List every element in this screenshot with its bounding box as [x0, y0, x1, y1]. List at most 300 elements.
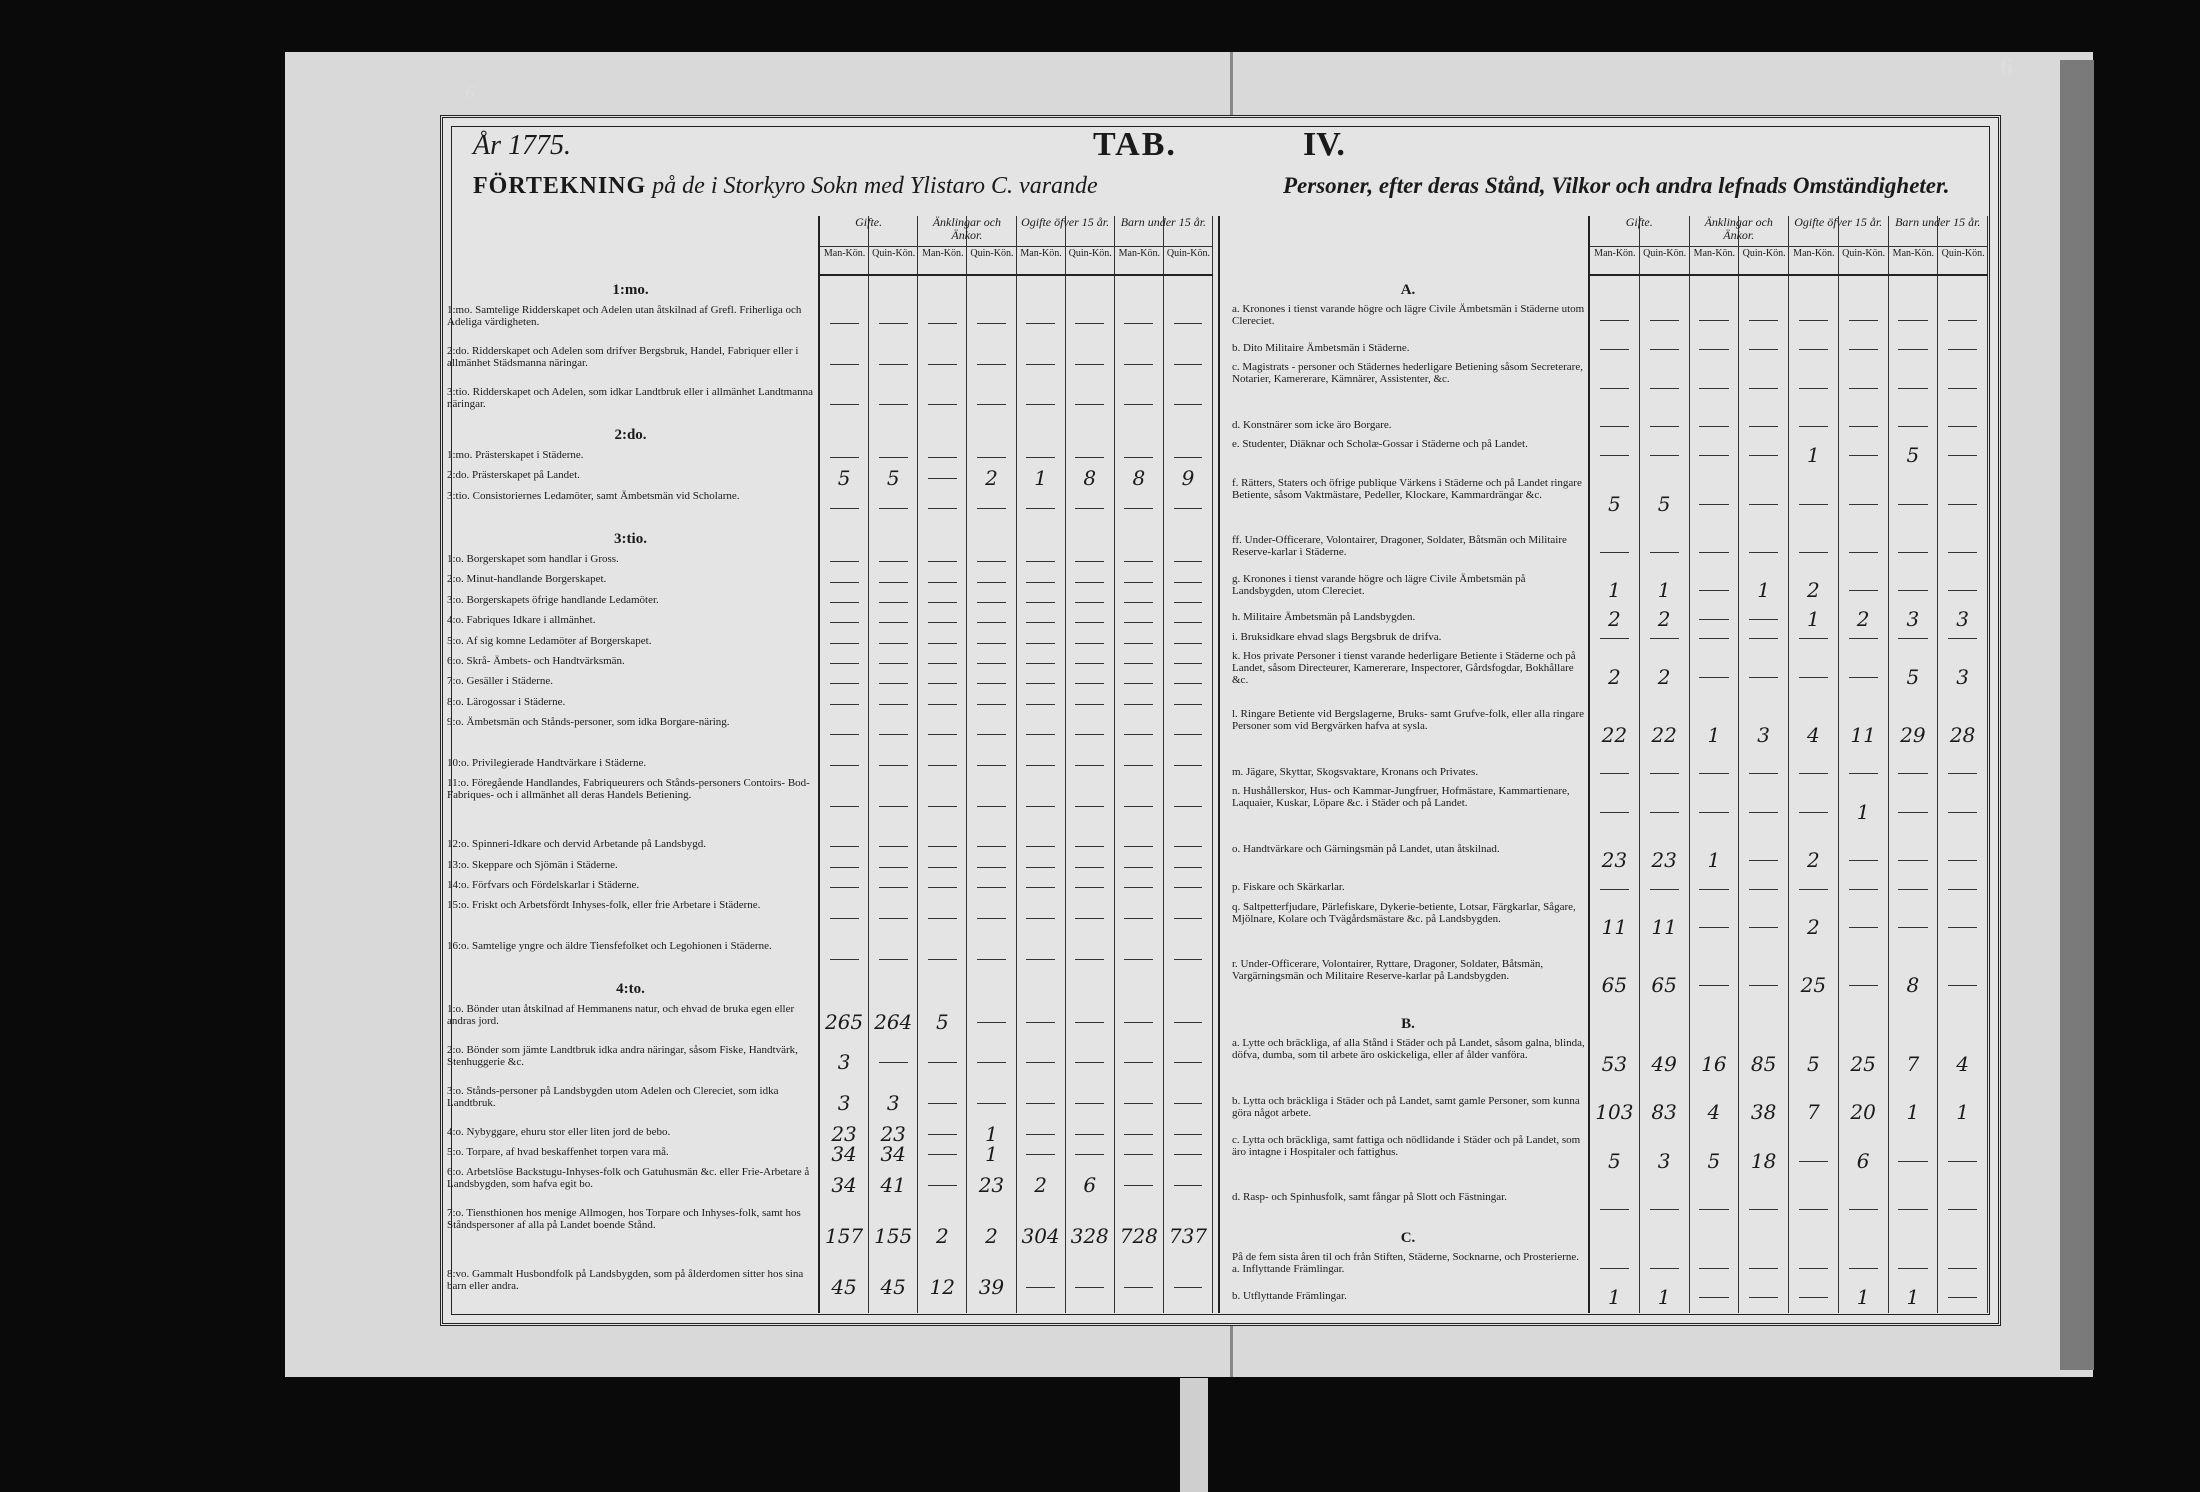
- data-cell: 29: [1900, 722, 1926, 747]
- empty-dash: [1699, 927, 1728, 928]
- empty-dash: [1699, 619, 1728, 620]
- empty-dash: [928, 582, 957, 583]
- row-label: m. Jägare, Skyttar, Skogsvaktare, Kronans och Privates.: [1232, 765, 1479, 778]
- empty-dash: [1174, 1022, 1203, 1023]
- empty-dash: [1174, 918, 1203, 919]
- empty-dash: [830, 765, 859, 766]
- empty-dash: [1124, 887, 1153, 888]
- empty-dash: [1026, 1022, 1055, 1023]
- empty-dash: [830, 364, 859, 365]
- empty-dash: [1849, 889, 1878, 890]
- empty-dash: [977, 1062, 1006, 1063]
- data-cell: 7: [1906, 1052, 1920, 1077]
- data-cell: 1: [1608, 1285, 1621, 1310]
- row-label: 3:o. Borgerskapets öfrige handlande Ledamöter.: [447, 593, 659, 606]
- empty-dash: [928, 457, 957, 458]
- row-label: 4:o. Nybyggare, ehuru stor eller liten jord de bebo.: [447, 1125, 671, 1138]
- empty-dash: [1075, 643, 1104, 644]
- data-cell: 5: [1807, 1052, 1820, 1077]
- data-cell: 2: [1608, 664, 1621, 689]
- data-cell: 53: [1601, 1052, 1628, 1077]
- row-label: q. Saltpetterfjudare, Pärlefiskare, Dykerie-betiente, Lotsar, Färgkarlar, Sågare, Mjölnare, Kolare och Tvägårdsmästare &c. på Landsbygden.: [1232, 900, 1576, 925]
- column-sub-header: Man-Kön.: [1892, 248, 1935, 259]
- empty-dash: [1948, 638, 1977, 639]
- empty-dash: [1799, 1209, 1828, 1210]
- empty-dash: [879, 959, 908, 960]
- empty-dash: [1849, 590, 1878, 591]
- empty-dash: [1075, 508, 1104, 509]
- empty-dash: [1124, 643, 1153, 644]
- empty-dash: [1799, 426, 1828, 427]
- column-group-header: Ogifte öfver 15 år.: [1789, 216, 1889, 247]
- empty-dash: [1174, 561, 1203, 562]
- empty-dash: [1075, 663, 1104, 664]
- empty-dash: [1026, 1154, 1055, 1155]
- empty-dash: [1026, 734, 1055, 735]
- empty-dash: [1948, 889, 1977, 890]
- empty-dash: [879, 323, 908, 324]
- empty-dash: [1849, 985, 1878, 986]
- empty-dash: [1026, 959, 1055, 960]
- empty-dash: [1124, 582, 1153, 583]
- empty-dash: [1124, 457, 1153, 458]
- data-cell: 45: [880, 1274, 906, 1299]
- empty-dash: [928, 959, 957, 960]
- row-label: På de fem sista åren til och från Stiften, Städerne, Socknarne, och Prosterierne. a. Inflyttande Främlingar.: [1232, 1251, 1579, 1276]
- empty-dash: [977, 846, 1006, 847]
- empty-dash: [1699, 320, 1728, 321]
- empty-dash: [977, 887, 1006, 888]
- left-data-grid: [818, 216, 1213, 1313]
- data-cell: 25: [1800, 973, 1827, 998]
- empty-dash: [830, 622, 859, 623]
- data-cell: 2: [1807, 915, 1820, 940]
- data-cell: 1: [1657, 1285, 1671, 1310]
- empty-dash: [1075, 734, 1104, 735]
- empty-dash: [1898, 773, 1927, 774]
- empty-dash: [1799, 1297, 1828, 1298]
- empty-dash: [1174, 704, 1203, 705]
- column-sub-header: Man-Kön.: [1118, 248, 1160, 259]
- row-label: 8:o. Lärogossar i Städerne.: [447, 695, 566, 708]
- empty-dash: [830, 323, 859, 324]
- section-heading: B.: [1401, 1015, 1415, 1032]
- empty-dash: [1124, 1185, 1153, 1186]
- data-cell: 65: [1601, 973, 1628, 998]
- empty-dash: [1650, 426, 1679, 427]
- empty-dash: [928, 663, 957, 664]
- data-cell: 23: [1651, 847, 1677, 872]
- empty-dash: [1849, 773, 1878, 774]
- empty-dash: [1026, 622, 1055, 623]
- empty-dash: [928, 867, 957, 868]
- empty-dash: [1075, 582, 1104, 583]
- empty-dash: [1749, 1209, 1778, 1210]
- empty-dash: [1075, 1103, 1104, 1104]
- data-cell: 265: [824, 1009, 864, 1034]
- empty-dash: [1124, 1287, 1153, 1288]
- empty-dash: [1749, 388, 1778, 389]
- empty-dash: [1650, 1268, 1679, 1269]
- empty-dash: [1650, 889, 1679, 890]
- empty-dash: [1948, 388, 1977, 389]
- section-heading: 4:to.: [616, 981, 645, 998]
- empty-dash: [928, 683, 957, 684]
- empty-dash: [1124, 663, 1153, 664]
- empty-dash: [1174, 663, 1203, 664]
- empty-dash: [1075, 364, 1104, 365]
- row-label: o. Handtvärkare och Gärningsmän på Landet, utan åtskilnad.: [1232, 842, 1500, 855]
- data-cell: 1: [1807, 443, 1820, 468]
- empty-dash: [879, 643, 908, 644]
- empty-dash: [1600, 426, 1629, 427]
- data-cell: 25: [1850, 1052, 1876, 1077]
- data-cell: 11: [1601, 915, 1628, 940]
- empty-dash: [1124, 959, 1153, 960]
- empty-dash: [1174, 457, 1203, 458]
- empty-dash: [1174, 643, 1203, 644]
- row-label: 4:o. Fabriques Idkare i allmänhet.: [447, 614, 596, 627]
- row-label: r. Under-Officerare, Volontairer, Ryttare, Dragoner, Soldater, Båtsmän, Vargärningsmän och Militaire Reserve-karlar på Landsbygden.: [1232, 958, 1544, 983]
- empty-dash: [977, 364, 1006, 365]
- empty-dash: [1650, 320, 1679, 321]
- empty-dash: [1026, 323, 1055, 324]
- empty-dash: [977, 959, 1006, 960]
- empty-dash: [879, 663, 908, 664]
- empty-dash: [1124, 561, 1153, 562]
- empty-dash: [1898, 1268, 1927, 1269]
- empty-dash: [1898, 638, 1927, 639]
- column-sub-header: Quin-Kön.: [1941, 248, 1985, 259]
- empty-dash: [1174, 508, 1203, 509]
- empty-dash: [1849, 552, 1878, 553]
- empty-dash: [1600, 638, 1629, 639]
- row-label: 2:o. Bönder som jämte Landtbruk idka andra näringar, såsom Fiske, Handtvärk, Stenhuggerie &c.: [447, 1044, 798, 1069]
- data-column: [1889, 216, 1939, 1313]
- data-cell: 11: [1651, 915, 1677, 940]
- empty-dash: [830, 734, 859, 735]
- empty-dash: [1898, 552, 1927, 553]
- empty-dash: [1948, 426, 1977, 427]
- empty-dash: [1799, 773, 1828, 774]
- column-sub-header: Quin-Kön.: [1742, 248, 1786, 259]
- empty-dash: [1699, 1209, 1728, 1210]
- empty-dash: [1124, 602, 1153, 603]
- empty-dash: [1174, 1062, 1203, 1063]
- empty-dash: [1948, 590, 1977, 591]
- empty-dash: [1075, 602, 1104, 603]
- empty-dash: [1600, 552, 1629, 553]
- empty-dash: [1075, 704, 1104, 705]
- data-cell: 83: [1651, 1100, 1677, 1125]
- column-sub-header: Quin-Kön.: [970, 248, 1014, 259]
- data-cell: 2: [985, 465, 998, 490]
- empty-dash: [1174, 846, 1203, 847]
- data-cell: 3: [1757, 722, 1770, 747]
- empty-dash: [1849, 638, 1878, 639]
- data-cell: 34: [831, 1142, 857, 1167]
- empty-dash: [928, 622, 957, 623]
- empty-dash: [1948, 927, 1977, 928]
- empty-dash: [1026, 643, 1055, 644]
- empty-dash: [1849, 426, 1878, 427]
- empty-dash: [1026, 602, 1055, 603]
- data-cell: 38: [1750, 1100, 1777, 1125]
- empty-dash: [1948, 504, 1977, 505]
- empty-dash: [1699, 1297, 1728, 1298]
- empty-dash: [1174, 1185, 1203, 1186]
- empty-dash: [830, 683, 859, 684]
- empty-dash: [1799, 677, 1828, 678]
- empty-dash: [1799, 388, 1828, 389]
- empty-dash: [1749, 552, 1778, 553]
- empty-dash: [1948, 812, 1977, 813]
- empty-dash: [977, 622, 1006, 623]
- empty-dash: [977, 734, 1006, 735]
- empty-dash: [928, 404, 957, 405]
- empty-dash: [1699, 590, 1728, 591]
- empty-dash: [879, 704, 908, 705]
- right-page-number: 6: [2000, 52, 2013, 81]
- row-label: 6:o. Arbetslöse Backstugu-Inhyses-folk och Gatuhusmän &c. eller Frie-Arbetare å Landsbygden, som hafva egit bo.: [447, 1166, 810, 1191]
- empty-dash: [1600, 889, 1629, 890]
- empty-dash: [1600, 773, 1629, 774]
- data-cell: 28: [1949, 722, 1976, 747]
- data-cell: 3: [1657, 1148, 1671, 1173]
- empty-dash: [1174, 887, 1203, 888]
- data-cell: 4: [1807, 722, 1820, 747]
- data-cell: 2: [1807, 578, 1820, 603]
- empty-dash: [1699, 349, 1728, 350]
- empty-dash: [1898, 927, 1927, 928]
- empty-dash: [1749, 638, 1778, 639]
- column-group-header: Barn under 15 år.: [1115, 216, 1213, 247]
- data-cell: 1: [1956, 1100, 1969, 1125]
- column-group-header: Barn under 15 år.: [1889, 216, 1989, 247]
- data-cell: 1: [1906, 1100, 1920, 1125]
- forteckning-rest: på de i Storkyro Sokn med Ylistaro C. varande: [652, 173, 1098, 199]
- empty-dash: [1799, 638, 1828, 639]
- data-cell: 1: [1034, 465, 1047, 490]
- empty-dash: [830, 806, 859, 807]
- empty-dash: [1948, 1268, 1977, 1269]
- empty-dash: [928, 1134, 957, 1135]
- data-cell: 34: [880, 1142, 906, 1167]
- empty-dash: [1124, 1103, 1153, 1104]
- data-cell: 49: [1651, 1052, 1677, 1077]
- empty-dash: [977, 1103, 1006, 1104]
- data-cell: 45: [831, 1274, 857, 1299]
- empty-dash: [977, 806, 1006, 807]
- data-cell: 1: [985, 1121, 998, 1146]
- data-column: [1789, 216, 1839, 1313]
- empty-dash: [928, 765, 957, 766]
- column-sub-header: Man-Kön.: [922, 248, 964, 259]
- empty-dash: [1849, 1268, 1878, 1269]
- empty-dash: [928, 364, 957, 365]
- row-label: i. Bruksidkare ehvad slags Bergsbruk de drifva.: [1232, 630, 1442, 643]
- data-cell: 5: [935, 1009, 949, 1034]
- section-heading: 1:mo.: [612, 282, 649, 299]
- data-cell: 4: [1956, 1052, 1969, 1077]
- empty-dash: [830, 602, 859, 603]
- row-label: 3:tio. Ridderskapet och Adelen, som idkar Landtbruk eller i allmänhet Landtmanna näringar.: [447, 385, 813, 410]
- empty-dash: [977, 508, 1006, 509]
- data-cell: 728: [1119, 1223, 1158, 1248]
- data-column: [1115, 216, 1164, 1313]
- data-cell: 5: [1707, 1148, 1721, 1173]
- empty-dash: [1026, 404, 1055, 405]
- empty-dash: [1699, 552, 1728, 553]
- empty-dash: [1124, 1062, 1153, 1063]
- empty-dash: [1699, 677, 1728, 678]
- empty-dash: [928, 1154, 957, 1155]
- row-label: ff. Under-Officerare, Volontairer, Dragoner, Soldater, Båtsmän och Militaire Reserve-karlar i Städerne.: [1232, 534, 1567, 559]
- empty-dash: [1799, 1268, 1828, 1269]
- empty-dash: [1898, 426, 1927, 427]
- empty-dash: [1600, 455, 1629, 456]
- empty-dash: [1075, 887, 1104, 888]
- data-column: [1739, 216, 1789, 1313]
- empty-dash: [1799, 552, 1828, 553]
- row-label: g. Kronones i tienst varande högre och lägre Civile Ämbetsmän på Landsbygden, utom Clereciet.: [1232, 572, 1526, 597]
- empty-dash: [1849, 504, 1878, 505]
- empty-dash: [879, 806, 908, 807]
- empty-dash: [1124, 1154, 1153, 1155]
- data-cell: 1: [1807, 607, 1820, 632]
- table-frame: [440, 115, 2001, 1326]
- left-table: [443, 216, 1213, 1313]
- column-group-header: Ogifte öfver 15 år.: [1017, 216, 1115, 247]
- empty-dash: [1124, 846, 1153, 847]
- data-cell: 3: [886, 1091, 900, 1116]
- data-cell: 103: [1595, 1100, 1634, 1125]
- data-cell: 8: [1083, 465, 1097, 490]
- empty-dash: [1699, 889, 1728, 890]
- empty-dash: [1075, 1062, 1104, 1063]
- empty-dash: [928, 323, 957, 324]
- empty-dash: [1124, 704, 1153, 705]
- empty-dash: [1124, 734, 1153, 735]
- empty-dash: [879, 765, 908, 766]
- empty-dash: [1749, 927, 1778, 928]
- empty-dash: [1026, 1134, 1055, 1135]
- empty-dash: [830, 704, 859, 705]
- row-label: b. Utflyttande Främlingar.: [1232, 1289, 1347, 1302]
- left-row-labels: [443, 216, 818, 1313]
- empty-dash: [1075, 918, 1104, 919]
- empty-dash: [879, 404, 908, 405]
- empty-dash: [1898, 504, 1927, 505]
- data-cell: 23: [880, 1121, 906, 1146]
- empty-dash: [1174, 323, 1203, 324]
- empty-dash: [1699, 388, 1728, 389]
- data-cell: 2: [1034, 1172, 1047, 1197]
- empty-dash: [1174, 622, 1203, 623]
- empty-dash: [1799, 320, 1828, 321]
- empty-dash: [977, 457, 1006, 458]
- left-page-number: 6: [465, 82, 475, 104]
- column-sub-header: Man-Kön.: [823, 248, 866, 259]
- row-label: 11:o. Föregående Handlandes, Fabriqueurers och Stånds-personers Contoirs- Bod-Fabriques- och i allmänhet all deras Handels Betiening.: [447, 777, 810, 802]
- empty-dash: [1749, 349, 1778, 350]
- row-label: 1:o. Bönder utan åtskilnad af Hemmanens natur, och ehvad de bruka egen eller andras jord.: [447, 1003, 795, 1028]
- empty-dash: [977, 582, 1006, 583]
- row-label: 3:o. Stånds-personer på Landsbygden utom Adelen och Clereciet, som idka Landtbruk.: [447, 1084, 779, 1109]
- row-label: l. Ringare Betiente vid Bergslagerne, Bruks- samt Grufve-folk, eller alla ringare Personer som vid Bergvärken hafva at sysla.: [1232, 707, 1584, 732]
- empty-dash: [1650, 812, 1679, 813]
- empty-dash: [1026, 457, 1055, 458]
- empty-dash: [1174, 1287, 1203, 1288]
- data-cell: 2: [1856, 607, 1870, 632]
- empty-dash: [1174, 602, 1203, 603]
- data-cell: 8: [1906, 973, 1920, 998]
- column-group-header: Gifte.: [820, 216, 918, 247]
- row-label: n. Hushållerskor, Hus- och Kammar-Jungfruer, Hofmästare, Kammartienare, Laquaier, Kuskar, Löpare &c. i Städer och på Landet.: [1232, 784, 1570, 809]
- empty-dash: [928, 704, 957, 705]
- row-label: 2:do. Ridderskapet och Adelen som drifver Bergsbruk, Handel, Fabriquer eller i allmänhet Städsmanna näringar.: [447, 345, 799, 370]
- data-column: [820, 216, 869, 1313]
- data-cell: 5: [1906, 664, 1920, 689]
- empty-dash: [1174, 734, 1203, 735]
- empty-dash: [1749, 320, 1778, 321]
- empty-dash: [1026, 1287, 1055, 1288]
- row-label: 6:o. Skrå- Ämbets- och Handtvärksmän.: [447, 654, 625, 667]
- empty-dash: [977, 643, 1006, 644]
- empty-dash: [977, 404, 1006, 405]
- empty-dash: [1699, 1268, 1728, 1269]
- binding-strip: [1180, 1378, 1208, 1492]
- empty-dash: [1948, 773, 1977, 774]
- row-label: k. Hos private Personer i tienst varande hederligare Betiente i Städerne och på Landet, såsom Directeurer, Kamererare, Inspectorer, Gårdsfogdar, Bokhållare &c.: [1232, 650, 1576, 687]
- data-cell: 12: [929, 1274, 956, 1299]
- right-table: [1228, 216, 1988, 1313]
- data-cell: 8: [1132, 465, 1146, 490]
- row-label: 5:o. Af sig komne Ledamöter af Borgerskapet.: [447, 634, 652, 647]
- empty-dash: [977, 867, 1006, 868]
- data-column: [1640, 216, 1690, 1313]
- data-column: [1066, 216, 1115, 1313]
- data-cell: 304: [1021, 1223, 1060, 1248]
- empty-dash: [1026, 663, 1055, 664]
- data-cell: 1: [1608, 578, 1621, 603]
- empty-dash: [1174, 959, 1203, 960]
- section-heading: A.: [1400, 281, 1416, 298]
- empty-dash: [879, 602, 908, 603]
- empty-dash: [879, 364, 908, 365]
- data-cell: 1: [1856, 799, 1870, 824]
- column-sub-header: Quin-Kön.: [1166, 248, 1210, 259]
- column-group-header: Änklingar och Änkor.: [918, 216, 1016, 247]
- row-label: 2:do. Prästerskapet på Landet.: [447, 469, 580, 482]
- empty-dash: [1898, 860, 1927, 861]
- empty-dash: [879, 734, 908, 735]
- empty-dash: [830, 663, 859, 664]
- year-title: År 1775.: [473, 130, 571, 161]
- column-sub-header: Quin-Kön.: [872, 248, 916, 259]
- empty-dash: [1124, 404, 1153, 405]
- empty-dash: [1075, 959, 1104, 960]
- empty-dash: [1026, 806, 1055, 807]
- column-header: [820, 216, 1213, 276]
- data-cell: 18: [1750, 1148, 1777, 1173]
- row-label: 13:o. Skeppare och Sjömän i Städerne.: [447, 858, 618, 871]
- data-cell: 16: [1701, 1052, 1727, 1077]
- data-cell: 328: [1070, 1223, 1109, 1248]
- empty-dash: [1026, 918, 1055, 919]
- data-cell: 5: [1657, 491, 1671, 516]
- empty-dash: [1026, 582, 1055, 583]
